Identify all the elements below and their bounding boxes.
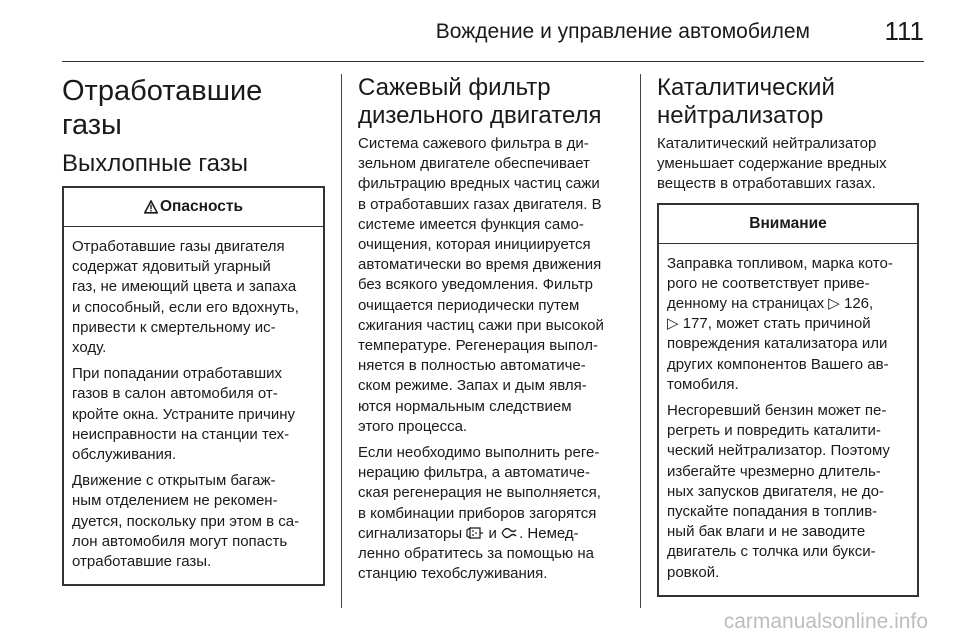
text-run: Если необходимо выполнить реге- нерацию фильтра, а автоматиче- ская регенерация не выполняется, в комбинации приборов загорятся сигнализаторы	[358, 444, 601, 542]
body-paragraph	[358, 443, 622, 584]
danger-box-title: Опасность	[159, 198, 244, 215]
danger-box-header	[64, 188, 323, 227]
intro-paragraph: Каталитический нейтрализатор уменьшает содержание вредных веществ в отработавших газах.	[657, 135, 887, 193]
diesel-particulate-filter-icon	[466, 526, 484, 540]
page-header	[0, 0, 960, 62]
subsection-heading: Выхлопные газы	[62, 150, 248, 177]
watermark: carmanualsonline.info	[723, 610, 928, 633]
danger-paragraph: При попадании отработавших газов в салон автомобиля от- кройте окна. Устраните причину неисправности на станции тех- обслуживания.	[72, 365, 295, 464]
text-run: и	[484, 524, 502, 542]
text-run: . Немед- ленно обратитесь за помощью на станцию техобслуживания.	[358, 524, 594, 583]
section-heading: Отработавшие газы	[62, 75, 263, 141]
page-ref-link[interactable]: 177, может стать причиной повреждения катализатора или других компонентов Вашего ав- томобиля.	[667, 315, 889, 393]
notice-box	[657, 203, 919, 597]
column-divider	[640, 74, 641, 608]
header-rule	[62, 61, 924, 62]
notice-paragraph	[667, 254, 909, 395]
section-heading: Сажевый фильтр дизельного двигателя	[358, 74, 602, 129]
column-divider	[341, 74, 342, 608]
page-ref-arrow-icon: ▷	[667, 315, 679, 333]
notice-box-header	[659, 205, 917, 244]
section-heading: Каталитический нейтрализатор	[657, 74, 835, 129]
notice-box-title: Внимание	[749, 214, 827, 232]
column-catalytic-converter	[657, 74, 919, 597]
danger-box	[62, 186, 325, 586]
body-paragraph: Система сажевого фильтра в ди- зельном двигателе обеспечивает фильтрацию вредных частиц сажи в отработавших газах двигателя. В системе имеется функция само- очищения, которая инициируется автоматически во время движения без всякого уведомления. Фильтр очищается периодически путем сжигания частиц сажи при высокой температуре. Регенерация выпол- няется в полностью автоматиче- ском режиме. Запах и дым явля- ются нормальным следствием этого процесса.	[358, 135, 604, 435]
notice-box-body	[659, 244, 917, 595]
column-exhaust-gases	[62, 74, 325, 586]
danger-paragraph: Движение с открытым багаж- ным отделением не рекомен- дуется, поскольку при этом в са- лон автомобиля могут попасть отработавшие газы.	[72, 472, 300, 571]
page-ref-arrow-icon: ▷	[828, 295, 840, 313]
text-run: Заправка топливом, марка кото- рого не соответствует приве- денному на страницах	[667, 254, 893, 313]
running-head-title: Вождение и управление автомобилем	[435, 20, 810, 43]
page-ref-link[interactable]: 126,	[839, 295, 874, 313]
glow-plug-icon	[501, 526, 519, 540]
notice-paragraph: Несгоревший бензин может пе- регреть и повредить каталити- ческий нейтрализатор. Поэтому избегайте чрезмерно длитель- ных запусков двигателя, не до- пускайте попадания в топлив- ный бак влаги и не заводите двигатель с толчка или букси- ровкой.	[667, 402, 890, 581]
warning-triangle-icon	[144, 200, 158, 214]
page-number: 111	[884, 16, 924, 46]
column-diesel-particulate-filter	[358, 74, 622, 590]
danger-paragraph: Отработавшие газы двигателя содержат ядовитый угарный газ, не имеющий цвета и запаха и способный, если его вдохнуть, привести к смертельному ис- ходу.	[72, 238, 299, 357]
danger-box-body	[64, 227, 323, 584]
